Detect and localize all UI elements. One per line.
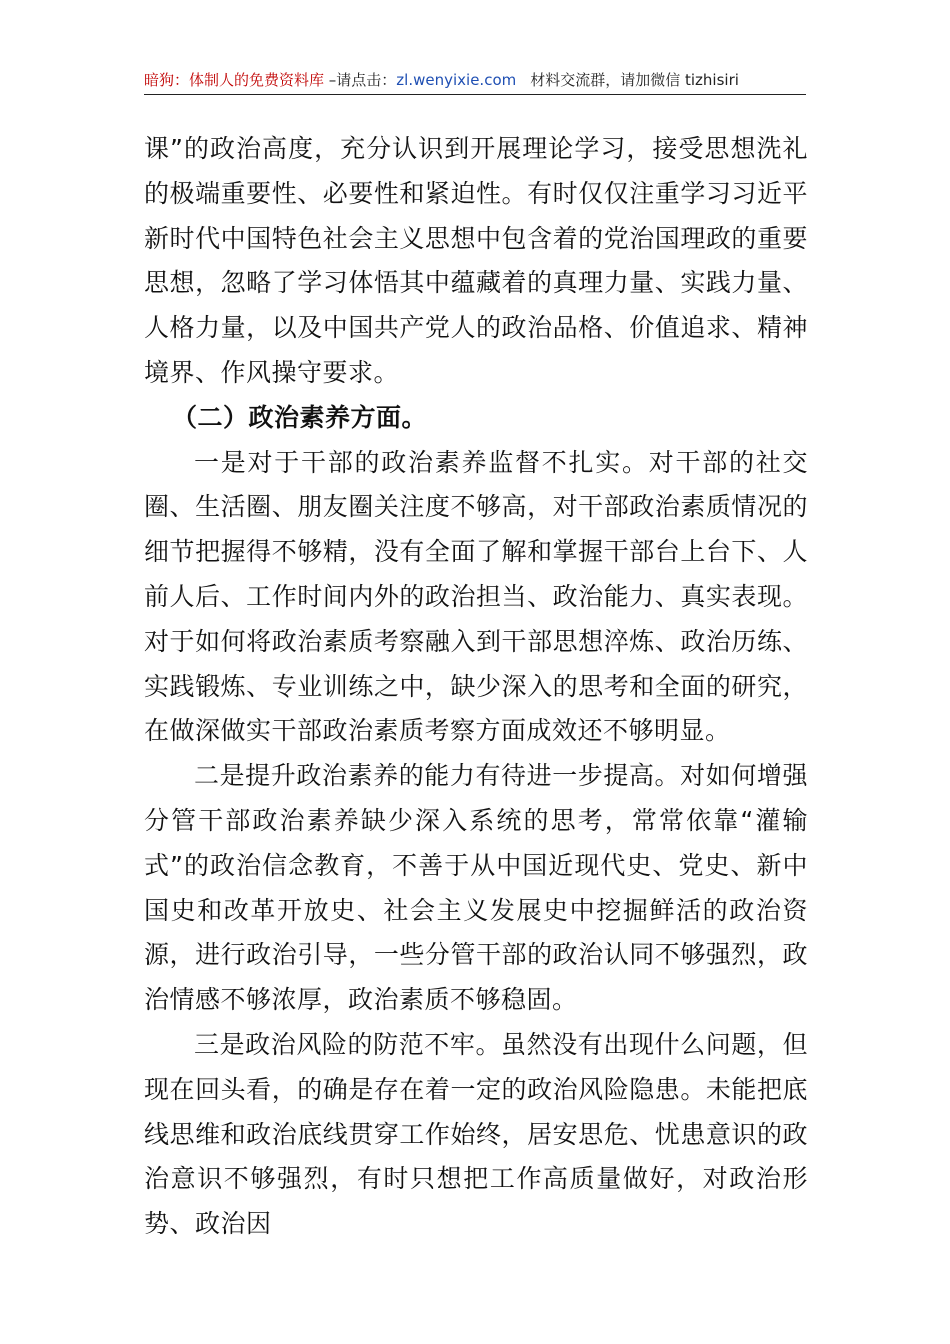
page-header — [144, 66, 806, 95]
paragraph-point-three: 三是政治风险的防范不牢。虽然没有出现什么问题，但现在回头看，的确是存在着一定的政治风险隐患。未能把底线思维和政治底线贯穿工作始终，居安思危、忧患意识的政治意识不够强烈，有时只想把工作高质量做好，对政治形势、政治因 — [144, 1029, 808, 1239]
paragraph-point-two: 二是提升政治素养的能力有待进一步提高。对如何增强分管干部政治素养缺少深入系统的思考，常常依靠“灌输式”的政治信念教育，不善于从中国近现代史、党史、新中国史和改革开放史、社会主义发展史中挖掘鲜活的政治资源，进行政治引导，一些分管干部的政治认同不够强烈，政治情感不够浓厚，政治素质不够稳固。 — [144, 761, 808, 1015]
document-body — [144, 127, 808, 1247]
paragraph-point-one: 一是对于干部的政治素养监督不扎实。对干部的社交圈、生活圈、朋友圈关注度不够高，对干部政治素质情况的细节把握得不够精，没有全面了解和掌握干部台上台下、人前人后、工作时间内外的政治担当、政治能力、真实表现。对于如何将政治素质考察融入到干部思想淬炼、政治历练、实践锻炼、专业训练之中，缺少深入的思考和全面的研究，在做深做实干部政治素质考察方面成效还不够明显。 — [144, 447, 808, 746]
header-brand: 暗狗：体制人的免费资料库 — [144, 71, 325, 89]
header-prompt: –请点击： — [324, 71, 397, 89]
header-group-info: 材料交流群，请加微信 tizhisiri — [530, 71, 739, 89]
section-heading: （二）政治素养方面。 — [172, 402, 428, 432]
header-link[interactable]: zl.wenyixie.com — [396, 71, 517, 89]
paragraph-continued: 课”的政治高度，充分认识到开展理论学习，接受思想洗礼的极端重要性、必要性和紧迫性。有时仅仅注重学习习近平新时代中国特色社会主义思想中包含着的党治国理政的重要思想，忽略了学习体悟其中蕴藏着的真理力量、实践力量、人格力量，以及中国共产党人的政治品格、价值追求、精神境界、作风操守要求。 — [144, 134, 808, 387]
